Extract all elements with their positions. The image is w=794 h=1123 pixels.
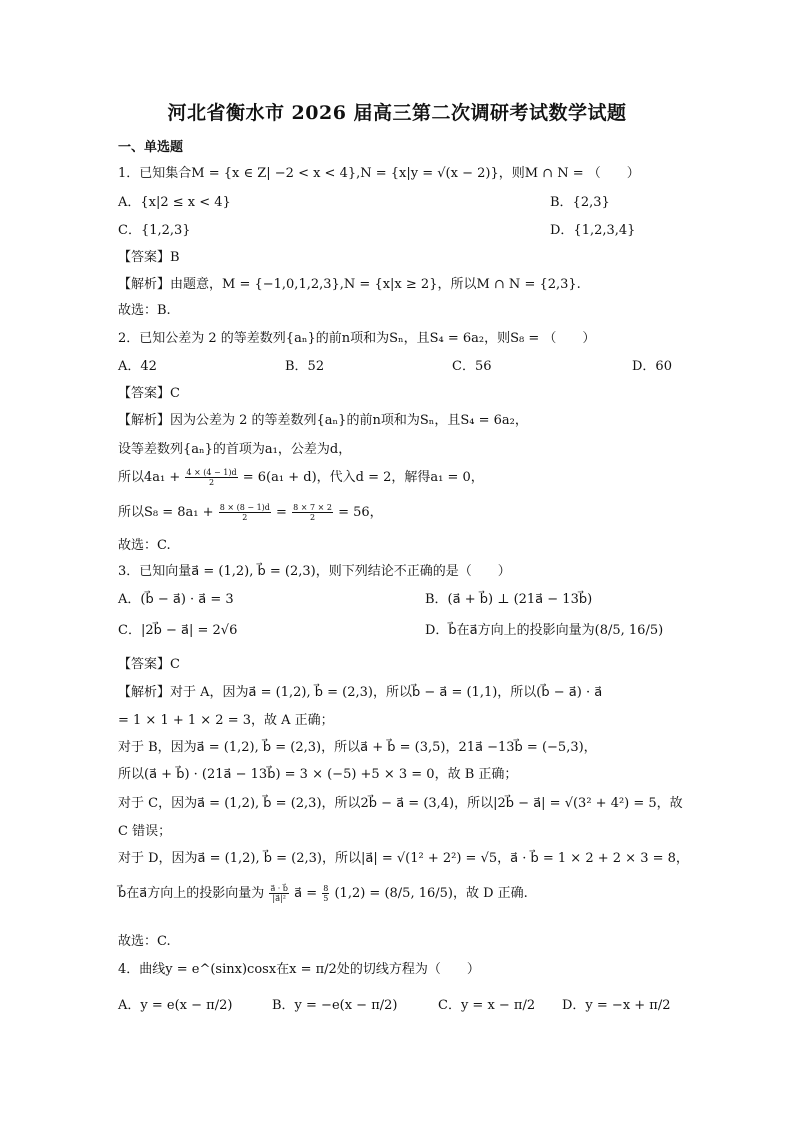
q2-line4-frac1-den: 2 bbox=[242, 513, 248, 522]
q2-line4-fraction-1 bbox=[219, 503, 271, 522]
q3-option-d: D．b⃗在a⃗方向上的投影向量为(8/5, 16/5) bbox=[425, 623, 664, 638]
q2-option-d: D．60 bbox=[632, 359, 672, 374]
q2-option-c: C．56 bbox=[452, 359, 492, 374]
q3-analysis-line5: 对于 C，因为a⃗ = (1,2), b⃗ = (2,3)，所以2b⃗ − a⃗ = (3,4)，所以|2b⃗ − a⃗| = √(3² + 4²) = 5，故 bbox=[118, 796, 683, 811]
q3-analysis-line1: 【解析】对于 A，因为a⃗ = (1,2), b⃗ = (2,3)，所以b⃗ − a⃗ = (1,1)，所以(b⃗ − a⃗) · a⃗ bbox=[118, 685, 603, 700]
q1-answer: 【答案】B bbox=[118, 250, 180, 265]
q4-option-b: B．y = −e(x − π/2) bbox=[272, 998, 398, 1013]
q1-stem: 1．已知集合M = {x ∈ Z| −2 < x < 4},N = {x|y = √(x − 2)}，则M ∩ N = （ ） bbox=[118, 166, 640, 181]
q3-line8-fraction-2 bbox=[322, 884, 329, 903]
q2-option-b: B．52 bbox=[285, 359, 325, 374]
q3-line8-mid: a⃗ = bbox=[294, 886, 318, 901]
q2-line4-equals: = bbox=[276, 505, 287, 520]
q1-conclusion: 故选：B. bbox=[118, 303, 171, 318]
q2-line4-fraction-2 bbox=[292, 503, 333, 522]
q3-answer: 【答案】C bbox=[118, 657, 180, 672]
q2-answer: 【答案】C bbox=[118, 386, 180, 401]
q3-line8-tail: (1,2) = (8/5, 16/5)，故 D 正确. bbox=[334, 886, 528, 901]
q4-option-d: D．y = −x + π/2 bbox=[562, 998, 671, 1013]
q3-conclusion: 故选：C. bbox=[118, 934, 171, 949]
q2-conclusion: 故选：C. bbox=[118, 538, 171, 553]
q2-line3-frac-num: 4 × (4 − 1)d bbox=[186, 468, 237, 477]
q3-analysis-line6: C 错误； bbox=[118, 824, 172, 839]
q4-stem: 4．曲线y = e^(sinx)cosx在x = π/2处的切线方程为（ ） bbox=[118, 962, 480, 977]
q3-line8-frac-den: |a⃗|² bbox=[272, 894, 286, 903]
q2-analysis-line4 bbox=[118, 503, 383, 522]
q3-line8-frac2-num: 8 bbox=[323, 884, 329, 893]
q3-stem: 3．已知向量a⃗ = (1,2), b⃗ = (2,3)，则下列结论不正确的是（ ） bbox=[118, 564, 511, 579]
q3-option-b: B．(a⃗ + b⃗) ⊥ (21a⃗ − 13b⃗) bbox=[425, 592, 593, 607]
q3-line8-frac-num: a⃗ · b⃗ bbox=[270, 884, 288, 893]
q3-line8-frac2-den: 5 bbox=[323, 894, 329, 903]
q2-line4-frac2-num: 8 × 7 × 2 bbox=[293, 503, 332, 512]
q3-analysis-line3: 对于 B，因为a⃗ = (1,2), b⃗ = (2,3)，所以a⃗ + b⃗ = (3,5)，21a⃗ −13b⃗ = (−5,3)， bbox=[118, 740, 597, 755]
q1-option-b: B．{2,3} bbox=[550, 195, 610, 210]
q2-analysis-line1: 【解析】因为公差为 2 的等差数列{aₙ}的前n项和为Sₙ，且S₄ = 6a₂， bbox=[118, 413, 528, 428]
page-title: 河北省衡水市 2026 届高三第二次调研考试数学试题 bbox=[167, 102, 627, 124]
q3-option-a: A．(b⃗ − a⃗) · a⃗ = 3 bbox=[118, 592, 234, 607]
q2-line4-frac1-num: 8 × (8 − 1)d bbox=[219, 503, 270, 512]
q3-analysis-line2: = 1 × 1 + 1 × 2 = 3，故 A 正确； bbox=[118, 713, 334, 728]
q2-line4-frac2-den: 2 bbox=[309, 513, 316, 522]
q2-analysis-line3 bbox=[118, 468, 484, 487]
q1-analysis: 【解析】由题意，M = {−1,0,1,2,3},N = {x|x ≥ 2}，所以M ∩ N = {2,3}. bbox=[118, 277, 581, 292]
q2-line3-fraction bbox=[185, 468, 237, 487]
q1-option-d: D．{1,2,3,4} bbox=[550, 223, 636, 238]
q3-analysis-line8 bbox=[118, 884, 528, 903]
q2-line4-lead: 所以S₈ = 8a₁ + bbox=[118, 505, 214, 520]
q2-analysis-line2: 设等差数列{aₙ}的首项为a₁，公差为d， bbox=[118, 442, 352, 457]
q2-line3-frac-den: 2 bbox=[208, 478, 215, 487]
q2-stem: 2．已知公差为 2 的等差数列{aₙ}的前n项和为Sₙ，且S₄ = 6a₂，则S₈ = （ ） bbox=[118, 331, 596, 346]
q2-line3-lead: 所以4a₁ + bbox=[118, 470, 181, 485]
q1-option-a: A．{x|2 ≤ x < 4} bbox=[118, 195, 231, 210]
q2-line4-tail: = 56， bbox=[338, 505, 383, 520]
q3-line8-lead: b⃗在a⃗方向上的投影向量为 bbox=[118, 886, 265, 901]
q2-option-a: A．42 bbox=[118, 359, 157, 374]
q3-option-c: C．|2b⃗ − a⃗| = 2√6 bbox=[118, 623, 238, 638]
q4-option-a: A．y = e(x − π/2) bbox=[118, 998, 233, 1013]
q2-line3-tail: = 6(a₁ + d)，代入d = 2，解得a₁ = 0， bbox=[242, 470, 484, 485]
section-heading: 一、单选题 bbox=[118, 140, 184, 155]
q3-analysis-line4: 所以(a⃗ + b⃗) · (21a⃗ − 13b⃗) = 3 × (−5) +5 × 3 = 0，故 B 正确； bbox=[118, 767, 518, 782]
q3-line8-fraction bbox=[269, 884, 289, 903]
q1-option-c: C．{1,2,3} bbox=[118, 223, 191, 238]
q4-option-c: C．y = x − π/2 bbox=[438, 998, 536, 1013]
q3-analysis-line7: 对于 D，因为a⃗ = (1,2), b⃗ = (2,3)，所以|a⃗| = √(1² + 2²) = √5，a⃗ · b⃗ = 1 × 2 + 2 × 3 = 8， bbox=[118, 851, 689, 866]
